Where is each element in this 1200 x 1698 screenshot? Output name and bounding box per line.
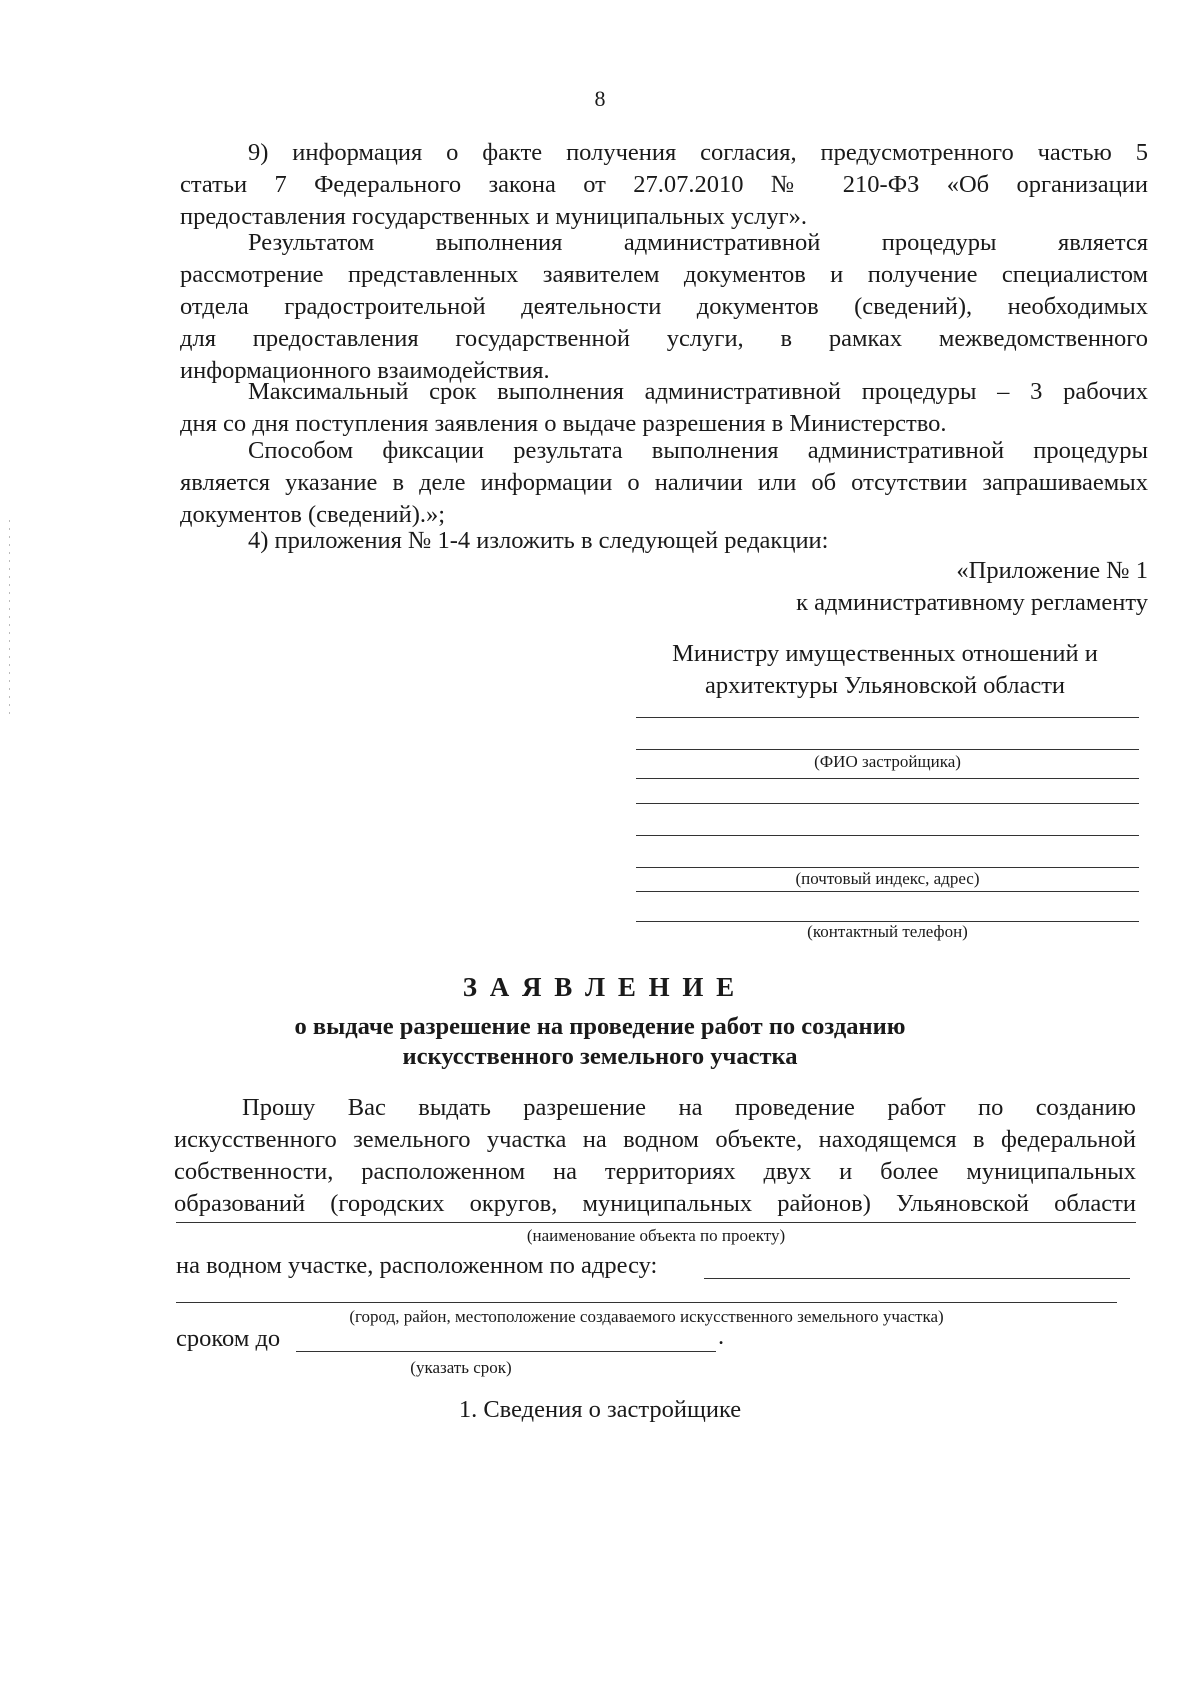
text-line: статьи 7 Федерального закона от 27.07.2010 № 210-ФЗ «Об организации bbox=[180, 171, 1148, 198]
text-line: документов (сведений).»; bbox=[180, 501, 446, 528]
location-caption: (город, район, местоположение создаваемого искусственного земельного участка) bbox=[349, 1307, 944, 1326]
paragraph-max-term bbox=[180, 376, 1148, 440]
term-label: сроком до bbox=[176, 1325, 281, 1352]
paragraph-item-4 bbox=[180, 525, 1148, 557]
water-plot-address-line[interactable] bbox=[704, 1278, 1130, 1279]
text-line: для предоставления государственной услуги, в рамках межведомственного bbox=[180, 325, 1148, 352]
text-line: отдела градостроительной деятельности документов (сведений), необходимых bbox=[180, 293, 1148, 320]
water-plot-label: на водном участке, расположенном по адресу: bbox=[176, 1252, 658, 1279]
paragraph-item-9 bbox=[180, 137, 1148, 233]
scan-binding-marks bbox=[8, 520, 11, 720]
text-line: дня со дня поступления заявления о выдаче разрешения в Министерство. bbox=[180, 410, 947, 437]
phone-caption: (контактный телефон) bbox=[807, 922, 968, 941]
address-caption: (почтовый индекс, адрес) bbox=[795, 869, 980, 888]
location-line[interactable] bbox=[176, 1302, 1117, 1303]
appendix-subtitle: к административному регламенту bbox=[796, 589, 1148, 616]
text-line: искусственного земельного участка на водном объекте, находящемся в федеральной bbox=[174, 1126, 1136, 1153]
text-line: собственности, расположенном на территориях двух и более муниципальных bbox=[174, 1158, 1136, 1185]
address-line-2[interactable] bbox=[636, 835, 1139, 836]
text-line: Способом фиксации результата выполнения административной процедуры bbox=[248, 437, 1148, 464]
text-line: рассмотрение представленных заявителем документов и получение специалистом bbox=[180, 261, 1148, 288]
text-line: информационного взаимодействия. bbox=[180, 357, 550, 384]
text-line: Максимальный срок выполнения административной процедуры – 3 рабочих bbox=[248, 378, 1148, 405]
fio-underline bbox=[636, 778, 1139, 779]
fio-caption: (ФИО застройщика) bbox=[814, 752, 961, 771]
section-heading: 1. Сведения о застройщике bbox=[458, 1396, 742, 1423]
text-line: Прошу Вас выдать разрешение на проведение работ по созданию bbox=[242, 1094, 1136, 1121]
text-line: образований (городских округов, муниципальных районов) Ульяновской области bbox=[174, 1190, 1136, 1217]
term-line[interactable] bbox=[296, 1351, 716, 1352]
fio-line-1[interactable] bbox=[636, 717, 1139, 718]
term-period: . bbox=[718, 1323, 725, 1350]
object-name-line[interactable] bbox=[176, 1222, 1136, 1223]
text-line: 4) приложения № 1-4 изложить в следующей редакции: bbox=[248, 527, 829, 554]
request-paragraph bbox=[174, 1092, 1136, 1220]
address-underline bbox=[636, 891, 1139, 892]
address-line-3[interactable] bbox=[636, 867, 1139, 868]
document-subtitle-1: о выдаче разрешение на проведение работ по созданию bbox=[294, 1013, 906, 1040]
appendix-header bbox=[180, 555, 1148, 619]
document-subtitle-2: искусственного земельного участка bbox=[402, 1043, 798, 1070]
page-number: 8 bbox=[594, 86, 606, 111]
object-name-caption: (наименование объекта по проекту) bbox=[526, 1226, 786, 1245]
paragraph-result bbox=[180, 227, 1148, 387]
text-line: является указание в деле информации о наличии или об отсутствии запрашиваемых bbox=[180, 469, 1148, 496]
addressee-line: Министру имущественных отношений и bbox=[672, 640, 1098, 667]
addressee-line: архитектуры Ульяновской области bbox=[704, 672, 1066, 699]
addressee-block bbox=[650, 638, 1120, 702]
text-line: 9) информация о факте получения согласия, предусмотренного частью 5 bbox=[248, 139, 1148, 166]
text-line: Результатом выполнения административной процедуры является bbox=[248, 229, 1148, 256]
fio-line-2[interactable] bbox=[636, 749, 1139, 750]
address-line-1[interactable] bbox=[636, 803, 1139, 804]
text-line: предоставления государственных и муниципальных услуг». bbox=[180, 203, 808, 230]
document-title: З А Я В Л Е Н И Е bbox=[462, 972, 738, 1002]
paragraph-fixation bbox=[180, 435, 1148, 531]
appendix-title: «Приложение № 1 bbox=[956, 557, 1148, 584]
term-caption: (указать срок) bbox=[410, 1358, 512, 1377]
